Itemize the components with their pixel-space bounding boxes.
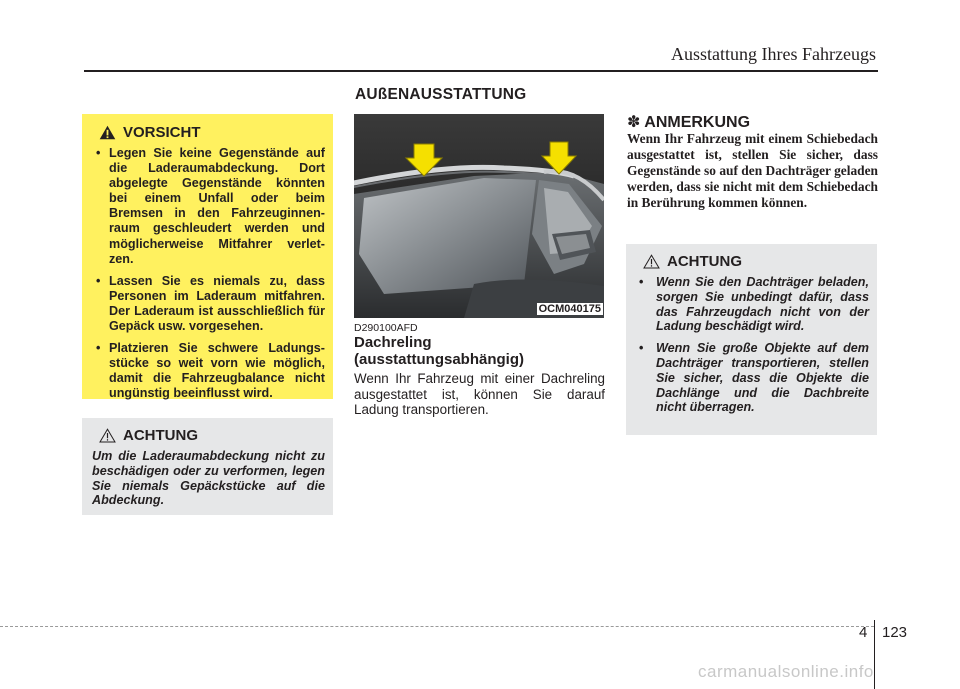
asterisk-icon: ✽ bbox=[627, 114, 641, 131]
attention-left-title: ACHTUNG bbox=[123, 427, 198, 444]
photo-code: OCM040175 bbox=[538, 303, 601, 315]
caution-title: VORSICHT bbox=[123, 124, 201, 141]
caution-list bbox=[92, 146, 325, 402]
header-rule bbox=[84, 70, 878, 72]
caution-item: • Platzieren Sie schwere Ladungs-stücke so weit vorn wie möglich, damit die Fahrzeugbalance nicht ungünstig beeinflusst wird. bbox=[92, 341, 325, 401]
car-illustration bbox=[354, 114, 604, 318]
footer-divider bbox=[874, 620, 875, 689]
attention-right-header bbox=[643, 253, 869, 270]
note-text: Wenn Ihr Fahrzeug mit einem Schiebedach ausgestattet ist, stellen Sie sicher, dass Gegenstände so auf den Dachträger geladen werden, dass sie nicht mit dem Schiebedach in Berührung kommen können. bbox=[627, 131, 878, 211]
doc-code: D290100AFD bbox=[354, 322, 418, 334]
attention-left-header bbox=[99, 427, 325, 444]
note-title bbox=[627, 112, 750, 132]
section-title: AUßENAUSSTATTUNG bbox=[355, 86, 527, 103]
roof-rail-heading: Dachreling (ausstattungsabhängig) bbox=[354, 334, 525, 368]
note-title-text: ANMERKUNG bbox=[644, 114, 751, 131]
attention-right-list bbox=[636, 275, 869, 415]
attention-left-text: Um die Laderaumabdeckung nicht zu beschädigen oder zu verformen, legen Sie niemals Gepäckstücke auf die Abdeckung. bbox=[92, 449, 325, 508]
roof-rail-body: Wenn Ihr Fahrzeug mit einer Dachreling ausgestattet ist, können Sie darauf Ladung transportieren. bbox=[354, 371, 605, 418]
header-title: Ausstattung Ihres Fahrzeugs bbox=[671, 44, 876, 64]
page-number: 123 bbox=[882, 624, 908, 641]
attention-box-left bbox=[82, 418, 333, 515]
caution-item: • Lassen Sie es niemals zu, dass Personen im Laderaum mitfahren. Der Laderaum ist ausschließlich für Gepäck usw. vorgesehen. bbox=[92, 274, 325, 334]
attention-item: • Wenn Sie große Objekte auf dem Dachträger transportieren, stellen Sie sicher, dass die Objekte die Dachlänge und die Dachbreite nicht überragen. bbox=[636, 341, 869, 415]
roof-rack-photo bbox=[354, 114, 604, 318]
chapter-number: 4 bbox=[859, 624, 868, 641]
warning-outline-icon bbox=[99, 428, 116, 443]
warning-icon bbox=[99, 125, 116, 140]
caution-item: • Legen Sie keine Gegenstände auf die Laderaumabdeckung. Dort abgelegte Gegenstände könnten bei einem Unfall oder beim Bremsen in den Fahrzeuginnen-raum geschleudert werden und möglicherweise Mitfahrer verlet-zen. bbox=[92, 146, 325, 267]
attention-right-title: ACHTUNG bbox=[667, 253, 742, 270]
footer-rule bbox=[0, 626, 874, 627]
attention-item: • Wenn Sie den Dachträger beladen, sorgen Sie unbedingt dafür, dass das Fahrzeugdach nicht von der Ladung beschädigt wird. bbox=[636, 275, 869, 334]
attention-box-right bbox=[626, 244, 877, 435]
watermark: carmanualsonline.info bbox=[698, 662, 874, 681]
caution-box bbox=[82, 114, 333, 399]
warning-outline-icon bbox=[643, 254, 660, 269]
caution-header bbox=[99, 124, 325, 141]
